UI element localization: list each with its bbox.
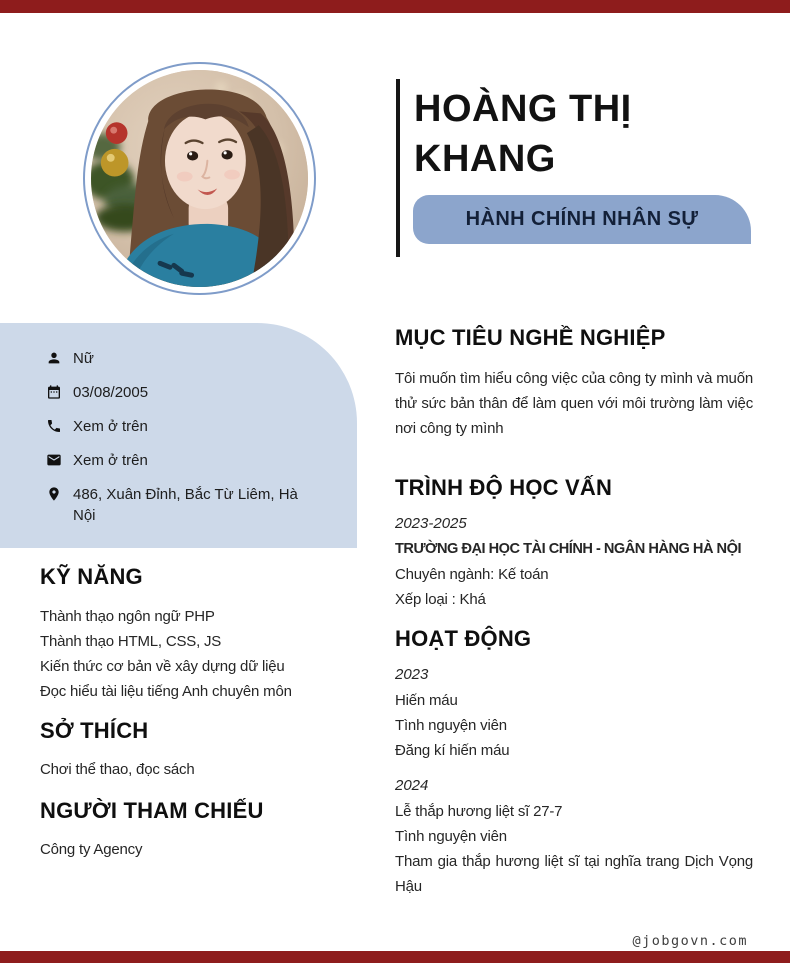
skill-item: Thành thạo ngôn ngữ PHP — [40, 608, 215, 625]
activities-heading: HOẠT ĐỘNG — [395, 626, 532, 651]
candidate-name: HOÀNG THỊ KHANG — [414, 88, 632, 180]
activity-desc: Đăng kí hiến máu — [395, 742, 510, 759]
hobbies-heading: SỞ THÍCH — [40, 718, 149, 743]
phone-icon — [46, 418, 62, 434]
education-major: Chuyên ngành: Kế toán — [395, 566, 549, 583]
skills-heading: KỸ NĂNG — [40, 564, 143, 589]
top-red-bar — [0, 0, 790, 13]
contact-gender: Nữ — [73, 350, 94, 367]
person-icon — [46, 350, 62, 366]
skill-item: Thành thạo HTML, CSS, JS — [40, 633, 222, 650]
references-heading: NGƯỜI THAM CHIẾU — [40, 798, 264, 823]
portrait-illustration — [91, 70, 308, 287]
bottom-red-bar — [0, 951, 790, 963]
skill-item: Đọc hiểu tài liệu tiếng Anh chuyên môn — [40, 683, 292, 700]
contact-row-phone — [46, 416, 329, 437]
envelope-icon — [46, 452, 62, 468]
activity-role: Tình nguyện viên — [395, 717, 507, 734]
education-school: TRƯỜNG ĐẠI HỌC TÀI CHÍNH - NGÂN HÀNG HÀ NỘI — [395, 541, 741, 557]
contact-address: 486, Xuân Đỉnh, Bắc Từ Liêm, Hà Nội — [73, 486, 298, 524]
job-title-text: HÀNH CHÍNH NHÂN SỰ — [465, 208, 699, 230]
contact-row-address — [46, 484, 329, 526]
job-title-banner — [413, 195, 751, 244]
activity-entry — [395, 664, 753, 763]
contact-row-email — [46, 450, 329, 471]
education-period: 2023-2025 — [395, 515, 467, 532]
skill-item: Kiến thức cơ bản về xây dựng dữ liệu — [40, 658, 285, 675]
activity-entry — [395, 775, 753, 899]
calendar-icon — [46, 384, 62, 400]
activity-title: Hiến máu — [395, 692, 458, 709]
education-entry — [395, 513, 753, 612]
activity-title: Lễ thắp hương liệt sĩ 27-7 — [395, 803, 563, 820]
contact-row-gender — [46, 348, 329, 369]
contact-birthday: 03/08/2005 — [73, 384, 149, 401]
objective-body: Tôi muốn tìm hiểu công việc của công ty mình và muốn thử sức bản thân để làm quen với môi trường làm việc nơi công ty mình — [395, 370, 753, 437]
contact-row-birthday — [46, 382, 329, 403]
education-heading: TRÌNH ĐỘ HỌC VẤN — [395, 475, 613, 500]
activity-year: 2023 — [395, 666, 429, 683]
contact-panel — [0, 323, 357, 548]
activity-role: Tình nguyện viên — [395, 828, 507, 845]
location-icon — [46, 486, 62, 502]
activity-year: 2024 — [395, 777, 429, 794]
watermark-text: @jobgovn.com — [632, 933, 748, 949]
profile-photo-ring — [83, 62, 316, 295]
contact-email: Xem ở trên — [73, 452, 148, 469]
education-grade: Xếp loại : Khá — [395, 591, 486, 608]
objective-heading: MỤC TIÊU NGHỀ NGHIỆP — [395, 325, 666, 350]
hobby-item: Chơi thể thao, đọc sách — [40, 761, 195, 778]
skills-list — [40, 604, 350, 704]
reference-item: Công ty Agency — [40, 841, 143, 858]
contact-phone: Xem ở trên — [73, 418, 148, 435]
name-accent-bar — [396, 79, 400, 257]
activity-desc: Tham gia thắp hương liệt sĩ tại nghĩa trang Dịch Vọng Hậu — [395, 853, 753, 895]
profile-photo — [91, 70, 308, 287]
